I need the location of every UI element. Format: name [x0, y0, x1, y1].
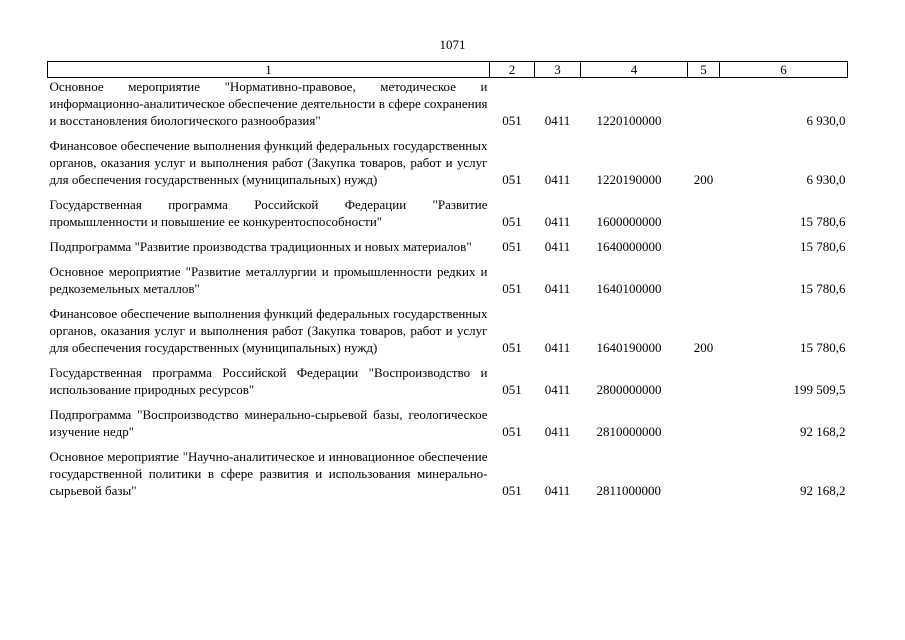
row-amount: 199 509,5 [793, 382, 846, 397]
row-code-5 [688, 406, 720, 448]
table-row [48, 196, 848, 238]
row-code-5 [688, 196, 720, 238]
header-col-4: 4 [581, 62, 688, 78]
row-code-3: 0411 [544, 340, 571, 355]
header-col-2: 2 [490, 62, 535, 78]
row-code-4: 2800000000 [596, 382, 662, 397]
header-row [48, 62, 848, 78]
table-body [48, 78, 848, 508]
row-code-5: 200 [693, 340, 714, 355]
row-code-4: 1640190000 [596, 340, 662, 355]
row-amount: 15 780,6 [800, 281, 846, 296]
table-row [48, 448, 848, 507]
row-code-5 [688, 364, 720, 406]
row-amount: 15 780,6 [800, 340, 846, 355]
row-amount: 15 780,6 [800, 214, 846, 229]
row-code-5 [688, 263, 720, 305]
table-row [48, 238, 848, 263]
row-code-3: 0411 [544, 382, 571, 397]
row-description: Подпрограмма "Развитие производства традиционных и новых материалов" [49, 239, 472, 254]
row-code-2: 051 [502, 424, 522, 439]
row-code-3: 0411 [544, 281, 571, 296]
row-amount: 6 930,0 [806, 172, 846, 187]
row-code-2: 051 [502, 172, 522, 187]
table-row [48, 137, 848, 196]
row-amount: 92 168,2 [800, 424, 846, 439]
table-row [48, 78, 848, 138]
row-description: Финансовое обеспечение выполнения функций федеральных государственных органов, оказания услуг и выполнения работ (Закупка товаров, работ и услуг для обеспечения государственных (муниципальных) нужд) [49, 306, 488, 355]
table-row [48, 305, 848, 364]
row-code-3: 0411 [544, 113, 571, 128]
row-code-2: 051 [502, 340, 522, 355]
row-code-4: 1640000000 [596, 239, 662, 254]
row-code-3: 0411 [544, 483, 571, 498]
header-col-5: 5 [688, 62, 720, 78]
row-code-2: 051 [502, 214, 522, 229]
row-code-4: 2810000000 [596, 424, 662, 439]
page-number: 1071 [439, 37, 466, 52]
row-code-2: 051 [502, 483, 522, 498]
row-code-5 [688, 78, 720, 138]
row-code-5: 200 [693, 172, 714, 187]
row-description: Основное мероприятие "Развитие металлургии и промышленности редких и редкоземельных металлов" [49, 264, 488, 296]
row-code-3: 0411 [544, 172, 571, 187]
table-row [48, 263, 848, 305]
row-code-5 [688, 448, 720, 507]
header-col-1: 1 [48, 62, 490, 78]
row-code-4: 1220190000 [596, 172, 662, 187]
header-col-3: 3 [535, 62, 581, 78]
row-description: Государственная программа Российской Федерации "Воспроизводство и использование природных ресурсов" [49, 365, 488, 397]
row-description: Подпрограмма "Воспроизводство минерально-сырьевой базы, геологическое изучение недр" [49, 407, 488, 439]
row-amount: 15 780,6 [800, 239, 846, 254]
row-code-2: 051 [502, 113, 522, 128]
table-row [48, 406, 848, 448]
row-code-2: 051 [502, 281, 522, 296]
row-code-3: 0411 [544, 424, 571, 439]
row-description: Основное мероприятие "Нормативно-правовое, методическое и информационно-аналитическое обеспечение деятельности в сфере сохранения и восстановления биологического разнообразия" [49, 79, 488, 128]
row-code-4: 1640100000 [596, 281, 662, 296]
row-amount: 92 168,2 [800, 483, 846, 498]
row-code-2: 051 [502, 239, 522, 254]
row-code-4: 2811000000 [596, 483, 662, 498]
row-code-2: 051 [502, 382, 522, 397]
row-code-4: 1600000000 [596, 214, 662, 229]
table-row [48, 364, 848, 406]
row-code-3: 0411 [544, 214, 571, 229]
row-code-3: 0411 [544, 239, 571, 254]
row-description: Финансовое обеспечение выполнения функций федеральных государственных органов, оказания услуг и выполнения работ (Закупка товаров, работ и услуг для обеспечения государственных (муниципальных) нужд) [49, 138, 488, 187]
header-col-6: 6 [720, 62, 848, 78]
table-header [48, 62, 848, 78]
row-code-5 [688, 238, 720, 263]
row-amount: 6 930,0 [806, 113, 846, 128]
row-code-4: 1220100000 [596, 113, 662, 128]
row-description: Основное мероприятие "Научно-аналитическое и инновационное обеспечение государственной политики в сфере развития и использования минерально-сырьевой базы" [49, 449, 488, 498]
row-description: Государственная программа Российской Федерации "Развитие промышленности и повышение ее конкурентоспособности" [49, 197, 488, 229]
budget-table [47, 61, 848, 507]
